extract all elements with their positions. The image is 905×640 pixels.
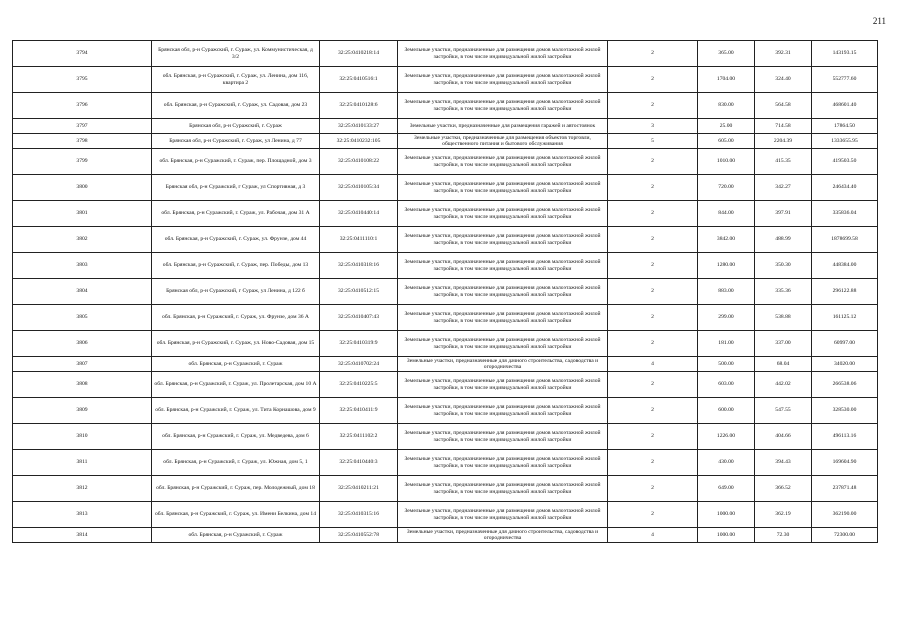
area-cell: 1226.00 [698,424,755,450]
table-row [13,134,878,149]
cadastral-value-cell: 552777.60 [812,67,878,93]
use-group-cell: 2 [608,372,698,398]
land-use-purpose-cell: Земельные участки, предназначенные для размещения домов малоэтажной жилой застройки, в том числе индивидуальной жилой застройки [398,305,608,331]
cadastral-value-cell: 169604.90 [812,450,878,476]
use-group-cell: 2 [608,305,698,331]
address-cell: обл. Брянская, р-н Суражский, г. Сураж, ул. Тита Корнашова, дом 9 [152,398,320,424]
cadastral-value-cell: 60997.00 [812,331,878,357]
specific-value-cell: 350.30 [755,253,812,279]
specific-value-cell: 394.43 [755,450,812,476]
use-group-cell: 2 [608,424,698,450]
cadastral-value-cell: 34020.00 [812,357,878,372]
land-use-purpose-cell: Земельные участки, предназначенные для размещения домов малоэтажной жилой застройки, в том числе индивидуальной жилой застройки [398,398,608,424]
address-cell: обл. Брянская, р-н Суражский, г. Сураж [152,528,320,543]
table-row [13,41,878,67]
area-cell: 365.00 [698,41,755,67]
cadastral-number-cell: 32:25:0410218:14 [320,41,398,67]
cadastral-value-cell: 161125.12 [812,305,878,331]
use-group-cell: 2 [608,227,698,253]
row-number: 3802 [13,227,152,253]
cadastral-value-table [12,40,878,543]
cadastral-number-cell: 32:25:0410232:105 [320,134,398,149]
row-number: 3811 [13,450,152,476]
table-row [13,149,878,175]
cadastral-number-cell: 32:25:0410440:14 [320,201,398,227]
row-number: 3796 [13,93,152,119]
cadastral-value-cell: 419503.50 [812,149,878,175]
cadastral-value-cell: 1878699.58 [812,227,878,253]
table-row [13,175,878,201]
address-cell: обл. Брянская, р-н Суражский, г. Сураж, пер. Победы, дом 13 [152,253,320,279]
use-group-cell: 2 [608,253,698,279]
specific-value-cell: 397.91 [755,201,812,227]
address-cell: обл. Брянская, р-н Суражский, г. Сураж, пер. Площадной, дом 3 [152,149,320,175]
row-number: 3810 [13,424,152,450]
specific-value-cell: 324.40 [755,67,812,93]
land-use-purpose-cell: Земельные участки, предназначенные для размещения домов малоэтажной жилой застройки, в том числе индивидуальной жилой застройки [398,41,608,67]
area-cell: 603.00 [698,372,755,398]
specific-value-cell: 538.88 [755,305,812,331]
table-row [13,502,878,528]
cadastral-number-cell: 32:25:0410225:5 [320,372,398,398]
table-row [13,372,878,398]
row-number: 3813 [13,502,152,528]
cadastral-number-cell: 32:25:0410128:6 [320,93,398,119]
area-cell: 25.00 [698,119,755,134]
cadastral-value-cell: 143193.15 [812,41,878,67]
specific-value-cell: 442.02 [755,372,812,398]
row-number: 3800 [13,175,152,201]
table-row [13,424,878,450]
cadastral-number-cell: 32:25:0410552:78 [320,528,398,543]
row-number: 3808 [13,372,152,398]
cadastral-number-cell: 32:25:0410318:16 [320,253,398,279]
cadastral-value-cell: 237871.48 [812,476,878,502]
address-cell: Брянская обл, р-н Суражский, г Сураж, ул Спортивная, д 3 [152,175,320,201]
area-cell: 720.00 [698,175,755,201]
page-number: 211 [872,16,886,26]
cadastral-number-cell: 32:25:0410315:16 [320,502,398,528]
table-row [13,476,878,502]
land-use-purpose-cell: Земельные участки, предназначенные для размещения гаражей и автостоянок [398,119,608,134]
address-cell: обл. Брянская, р-н Суражский, г. Сураж, ул. Имени Белкина, дом 14 [152,502,320,528]
address-cell: обл. Брянская, р-н Суражский, г. Сураж, пер. Молодежный, дом 18 [152,476,320,502]
cadastral-value-cell: 448384.00 [812,253,878,279]
cadastral-value-cell: 468601.40 [812,93,878,119]
row-number: 3805 [13,305,152,331]
land-use-purpose-cell: Земельные участки, предназначенные для размещения домов малоэтажной жилой застройки, в том числе индивидуальной жилой застройки [398,279,608,305]
area-cell: 883.00 [698,279,755,305]
address-cell: обл. Брянская, р-н Суражский, г. Сураж, ул. Ново-Садовая, дом 15 [152,331,320,357]
cadastral-number-cell: 32:25:0411102:2 [320,424,398,450]
cadastral-value-cell: 17864.50 [812,119,878,134]
row-number: 3809 [13,398,152,424]
use-group-cell: 2 [608,41,698,67]
address-cell: обл. Брянская, р-н Суражский, г. Сураж [152,357,320,372]
row-number: 3803 [13,253,152,279]
area-cell: 605.00 [698,134,755,149]
area-cell: 1000.00 [698,528,755,543]
address-cell: обл. Брянская, р-н Суражский, г. Сураж, ул. Медведева, дом 6 [152,424,320,450]
cadastral-number-cell: 32:25:0410319:9 [320,331,398,357]
row-number: 3806 [13,331,152,357]
cadastral-value-cell: 296122.88 [812,279,878,305]
specific-value-cell: 72.30 [755,528,812,543]
address-cell: обл. Брянская, р-н Суражский, г. Сураж, ул. Пролетарская, дом 10 А [152,372,320,398]
specific-value-cell: 337.00 [755,331,812,357]
area-cell: 600.00 [698,398,755,424]
use-group-cell: 2 [608,149,698,175]
area-cell: 299.00 [698,305,755,331]
cadastral-value-cell: 1333655.95 [812,134,878,149]
land-use-purpose-cell: Земельные участки, предназначенные для размещения объектов торговли, общественного питания и бытового обслуживания [398,134,608,149]
table-row [13,201,878,227]
table-row [13,67,878,93]
table-row [13,253,878,279]
row-number: 3799 [13,149,152,175]
cadastral-value-cell: 362190.00 [812,502,878,528]
specific-value-cell: 404.66 [755,424,812,450]
address-cell: обл. Брянская, р-н Суражский, г. Сураж, ул. Южная, дом 5, 1 [152,450,320,476]
table-row [13,305,878,331]
use-group-cell: 2 [608,476,698,502]
land-use-purpose-cell: Земельные участки, предназначенные для размещения домов малоэтажной жилой застройки, в том числе индивидуальной жилой застройки [398,93,608,119]
address-cell: Брянская обл, р-н Суражский, г Сураж, ул Ленина, д 122 б [152,279,320,305]
table-row [13,357,878,372]
use-group-cell: 2 [608,175,698,201]
use-group-cell: 2 [608,201,698,227]
use-group-cell: 2 [608,331,698,357]
row-number: 3797 [13,119,152,134]
cadastral-number-cell: 32:25:0410440:3 [320,450,398,476]
cadastral-number-cell: 32:25:0411110:1 [320,227,398,253]
table-row [13,279,878,305]
use-group-cell: 2 [608,502,698,528]
specific-value-cell: 714.58 [755,119,812,134]
use-group-cell: 2 [608,93,698,119]
address-cell: обл. Брянская, р-н Суражский, г. Сураж, ул. Фрунзе, дом 44 [152,227,320,253]
address-cell: Брянская обл, р-н Суражский, г. Сураж, ул. Коммунистическая, д 3/2 [152,41,320,67]
cadastral-value-cell: 72300.00 [812,528,878,543]
row-number: 3801 [13,201,152,227]
address-cell: обл. Брянская, р-н Суражский, г. Сураж, ул. Фрунзе, дом 36 А [152,305,320,331]
land-use-purpose-cell: Земельные участки, предназначенные для размещения домов малоэтажной жилой застройки, в том числе индивидуальной жилой застройки [398,149,608,175]
land-use-purpose-cell: Земельные участки, предназначенные для размещения домов малоэтажной жилой застройки, в том числе индивидуальной жилой застройки [398,175,608,201]
row-number: 3812 [13,476,152,502]
specific-value-cell: 362.19 [755,502,812,528]
row-number: 3794 [13,41,152,67]
row-number: 3807 [13,357,152,372]
land-use-purpose-cell: Земельные участки, предназначенные для дачного строительства, садоводства и огородничества [398,528,608,543]
area-cell: 649.00 [698,476,755,502]
area-cell: 1000.00 [698,502,755,528]
land-use-purpose-cell: Земельные участки, предназначенные для размещения домов малоэтажной жилой застройки, в том числе индивидуальной жилой застройки [398,476,608,502]
specific-value-cell: 415.35 [755,149,812,175]
table-row [13,528,878,543]
land-use-purpose-cell: Земельные участки, предназначенные для размещения домов малоэтажной жилой застройки, в том числе индивидуальной жилой застройки [398,331,608,357]
cadastral-number-cell: 32:25:0410108:22 [320,149,398,175]
land-use-purpose-cell: Земельные участки, предназначенные для размещения домов малоэтажной жилой застройки, в том числе индивидуальной жилой застройки [398,372,608,398]
land-use-purpose-cell: Земельные участки, предназначенные для размещения домов малоэтажной жилой застройки, в том числе индивидуальной жилой застройки [398,502,608,528]
land-use-purpose-cell: Земельные участки, предназначенные для размещения домов малоэтажной жилой застройки, в том числе индивидуальной жилой застройки [398,201,608,227]
cadastral-number-cell: 32:25:0410105:34 [320,175,398,201]
table-row [13,119,878,134]
cadastral-value-cell: 246434.40 [812,175,878,201]
area-cell: 430.00 [698,450,755,476]
row-number: 3814 [13,528,152,543]
cadastral-value-cell: 266538.06 [812,372,878,398]
use-group-cell: 2 [608,398,698,424]
specific-value-cell: 68.04 [755,357,812,372]
land-use-purpose-cell: Земельные участки, предназначенные для размещения домов малоэтажной жилой застройки, в том числе индивидуальной жилой застройки [398,227,608,253]
area-cell: 830.00 [698,93,755,119]
cadastral-number-cell: 32:25:0410516:1 [320,67,398,93]
land-use-purpose-cell: Земельные участки, предназначенные для размещения домов малоэтажной жилой застройки, в том числе индивидуальной жилой застройки [398,424,608,450]
use-group-cell: 3 [608,119,698,134]
area-cell: 1010.00 [698,149,755,175]
row-number: 3795 [13,67,152,93]
specific-value-cell: 335.36 [755,279,812,305]
cadastral-number-cell: 32:25:0410407:43 [320,305,398,331]
area-cell: 1704.00 [698,67,755,93]
cadastral-value-cell: 335836.04 [812,201,878,227]
specific-value-cell: 366.52 [755,476,812,502]
cadastral-number-cell: 32:25:0410411:9 [320,398,398,424]
use-group-cell: 5 [608,134,698,149]
specific-value-cell: 488.99 [755,227,812,253]
cadastral-number-cell: 32:25:0410133:27 [320,119,398,134]
specific-value-cell: 564.58 [755,93,812,119]
table-row [13,398,878,424]
use-group-cell: 2 [608,67,698,93]
table-row [13,227,878,253]
area-cell: 500.00 [698,357,755,372]
address-cell: обл. Брянская, р-н Суражский, г. Сураж, ул. Ленина, дом 116, квартира 2 [152,67,320,93]
use-group-cell: 4 [608,528,698,543]
use-group-cell: 2 [608,450,698,476]
table-row [13,93,878,119]
cadastral-number-cell: 32:25:0410211:21 [320,476,398,502]
address-cell: Брянская обл, р-н Суражский, г. Сураж, ул Ленина, д 77 [152,134,320,149]
specific-value-cell: 342.27 [755,175,812,201]
use-group-cell: 2 [608,279,698,305]
specific-value-cell: 547.55 [755,398,812,424]
cadastral-number-cell: 32:25:0410512:15 [320,279,398,305]
address-cell: обл. Брянская, р-н Суражский, г. Сураж, ул. Садовая, дом 23 [152,93,320,119]
cadastral-value-cell: 328530.00 [812,398,878,424]
area-cell: 844.00 [698,201,755,227]
area-cell: 3842.00 [698,227,755,253]
address-cell: Брянская обл, р-н Суражский, г. Сураж [152,119,320,134]
land-use-purpose-cell: Земельные участки, предназначенные для размещения домов малоэтажной жилой застройки, в том числе индивидуальной жилой застройки [398,253,608,279]
cadastral-number-cell: 32:25:0410702:24 [320,357,398,372]
row-number: 3798 [13,134,152,149]
cadastral-value-cell: 496113.16 [812,424,878,450]
land-use-purpose-cell: Земельные участки, предназначенные для размещения домов малоэтажной жилой застройки, в том числе индивидуальной жилой застройки [398,450,608,476]
address-cell: обл. Брянская, р-н Суражский, г. Сураж, ул. Рабочая, дом 31 А [152,201,320,227]
table-row [13,331,878,357]
table-row [13,450,878,476]
row-number: 3804 [13,279,152,305]
specific-value-cell: 392.31 [755,41,812,67]
area-cell: 1280.00 [698,253,755,279]
use-group-cell: 4 [608,357,698,372]
land-use-purpose-cell: Земельные участки, предназначенные для размещения домов малоэтажной жилой застройки, в том числе индивидуальной жилой застройки [398,67,608,93]
area-cell: 181.00 [698,331,755,357]
specific-value-cell: 2204.39 [755,134,812,149]
land-use-purpose-cell: Земельные участки, предназначенные для дачного строительства, садоводства и огородничества [398,357,608,372]
